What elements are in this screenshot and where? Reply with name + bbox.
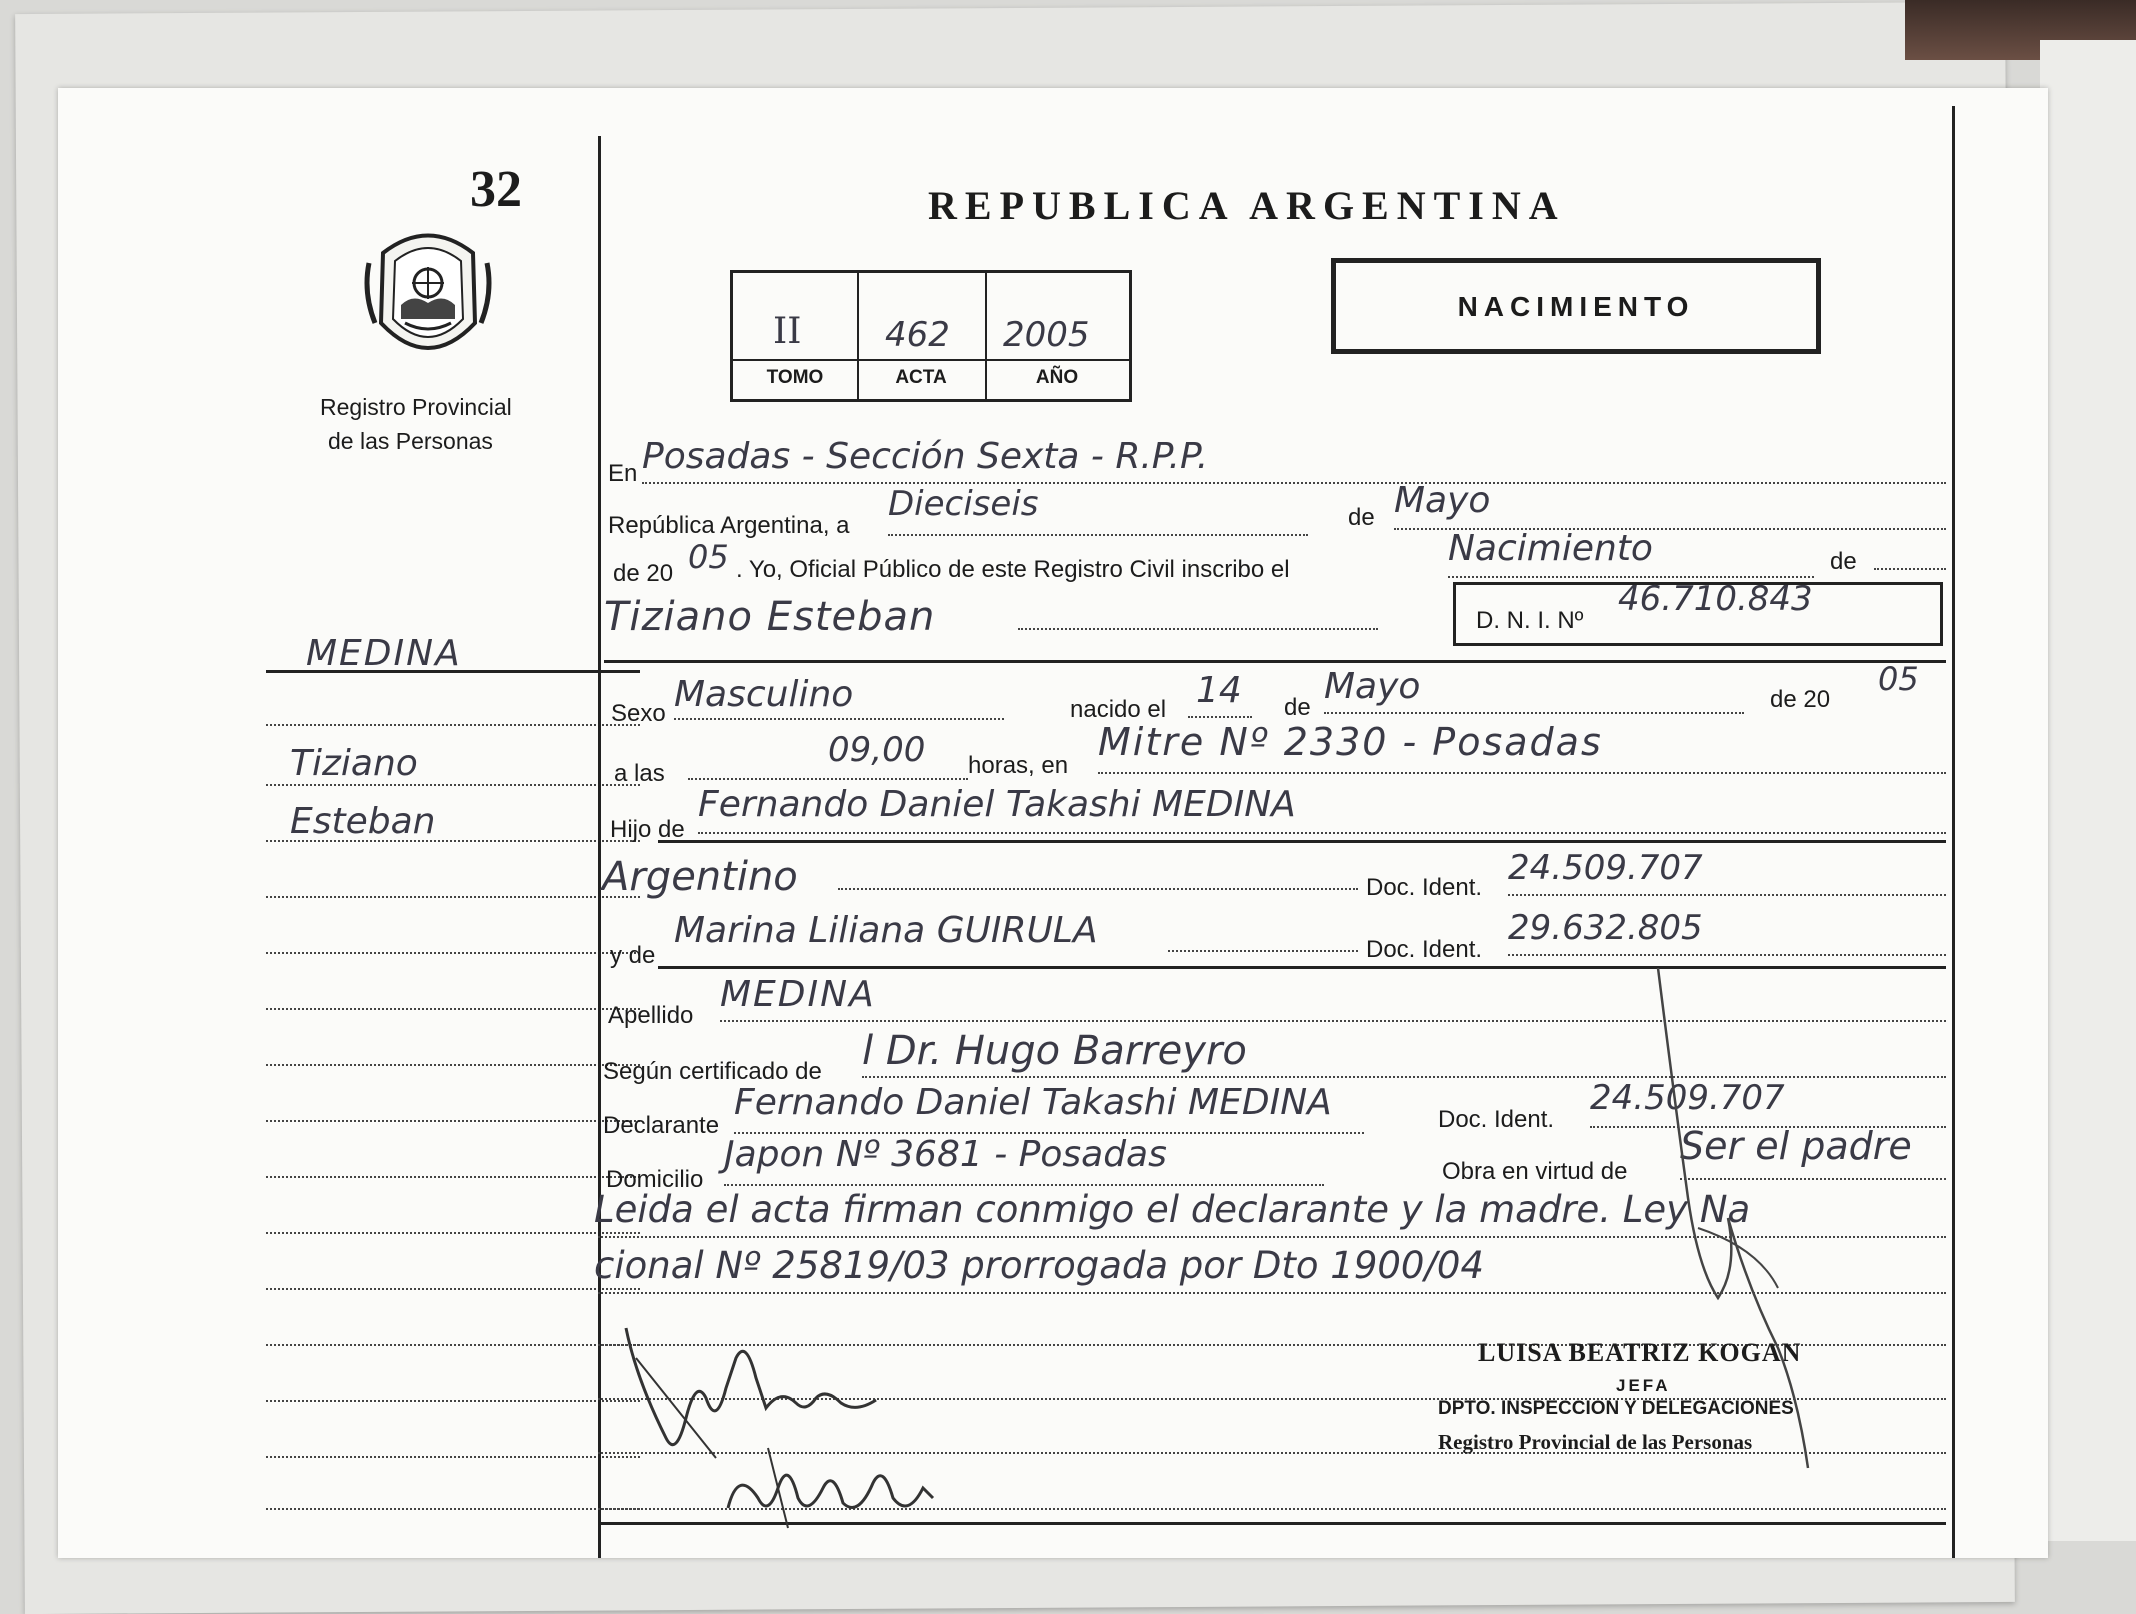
margin-line bbox=[266, 896, 640, 898]
stamp-department: DPTO. INSPECCION Y DELEGACIONES bbox=[1438, 1398, 1794, 1419]
stamp-name: LUISA BEATRIZ KOGAN bbox=[1478, 1338, 1802, 1367]
obra-value: Ser el padre bbox=[1680, 1124, 1912, 1168]
fill-line bbox=[1168, 950, 1358, 952]
fill-line bbox=[1188, 716, 1252, 718]
yde-label: y de bbox=[610, 942, 656, 969]
place-of-registry: Posadas - Sección Sexta - R.P.P. bbox=[642, 436, 1209, 477]
registry-name-line1: Registro Provincial bbox=[320, 394, 512, 420]
margin-given-name1: Tiziano bbox=[290, 743, 418, 784]
mother-doc: 29.632.805 bbox=[1508, 908, 1703, 948]
de20-label: de 20 bbox=[613, 560, 674, 587]
margin-line bbox=[266, 1008, 640, 1010]
stamp-title: JEFA bbox=[1616, 1376, 1671, 1395]
mother-signature bbox=[708, 1428, 1008, 1538]
apellido-value: MEDINA bbox=[720, 974, 876, 1015]
de20-label-2: de 20 bbox=[1770, 686, 1831, 713]
fill-line bbox=[888, 534, 1308, 536]
sexo-value: Masculino bbox=[674, 674, 854, 715]
fill-line bbox=[1874, 568, 1946, 570]
nacido-label: nacido el bbox=[1070, 696, 1167, 723]
country-title: REPUBLICA ARGENTINA bbox=[928, 183, 1566, 228]
fill-line bbox=[642, 482, 1946, 484]
tomo-value: II bbox=[773, 311, 802, 352]
de-label-2: de bbox=[1284, 694, 1311, 721]
notes-line2: cional Nº 25819/03 prorrogada por Dto 1900/04 bbox=[594, 1244, 1484, 1287]
sexo-label: Sexo bbox=[611, 700, 666, 727]
margin-given-name2: Esteban bbox=[290, 801, 436, 842]
acta-label: ACTA bbox=[895, 367, 947, 388]
horas-label: horas, en bbox=[968, 752, 1069, 779]
section-rule bbox=[658, 840, 1946, 843]
fill-line bbox=[674, 718, 1004, 720]
margin-line bbox=[266, 1508, 640, 1510]
republica-label: República Argentina, a bbox=[608, 512, 850, 539]
birth-month: Mayo bbox=[1324, 666, 1421, 707]
margin-line bbox=[266, 784, 640, 786]
child-name: Tiziano Esteban bbox=[604, 594, 936, 640]
margin-line bbox=[266, 1344, 640, 1346]
father-nationality: Argentino bbox=[602, 854, 798, 900]
day-value: Dieciseis bbox=[888, 484, 1039, 524]
official-signature bbox=[1578, 968, 1878, 1488]
birth-certificate-page bbox=[58, 88, 2048, 1558]
ano-value: 2005 bbox=[1003, 315, 1090, 355]
declarante-value: Fernando Daniel Takashi MEDINA bbox=[734, 1082, 1332, 1123]
de-end-label: de bbox=[1830, 548, 1857, 575]
declarante-doc: 24.509.707 bbox=[1590, 1078, 1785, 1118]
father-doc: 24.509.707 bbox=[1508, 848, 1703, 888]
fill-line bbox=[1508, 954, 1946, 956]
month-value: Mayo bbox=[1394, 480, 1491, 521]
registry-name-line2: de las Personas bbox=[328, 428, 493, 454]
en-label: En bbox=[608, 460, 638, 487]
tomo-label: TOMO bbox=[766, 367, 824, 388]
margin-line bbox=[266, 1288, 640, 1290]
fill-line bbox=[838, 888, 1358, 890]
certificate-value: l Dr. Hugo Barreyro bbox=[862, 1028, 1247, 1074]
tomo-acta-ano-table bbox=[730, 270, 1132, 402]
domicilio-value: Japon Nº 3681 - Posadas bbox=[724, 1134, 1167, 1175]
page-number: 32 bbox=[470, 161, 522, 218]
de-label: de bbox=[1348, 504, 1375, 531]
segun-label: Según certificado de bbox=[603, 1058, 822, 1085]
birth-year: 05 bbox=[1878, 660, 1919, 698]
record-type-box bbox=[1331, 258, 1821, 354]
fill-line bbox=[1508, 894, 1946, 896]
fill-line bbox=[698, 832, 1946, 834]
fill-line bbox=[1098, 772, 1946, 774]
hour-value: 09,00 bbox=[828, 730, 926, 770]
ano-label: AÑO bbox=[1035, 367, 1079, 388]
fill-line bbox=[1324, 712, 1744, 714]
margin-line bbox=[266, 724, 640, 726]
right-border bbox=[1952, 106, 1955, 1558]
margin-line bbox=[266, 1064, 640, 1066]
dni-value: 46.710.843 bbox=[1618, 579, 1813, 619]
stamp-organization: Registro Provincial de las Personas bbox=[1438, 1430, 1753, 1454]
obra-label: Obra en virtud de bbox=[1442, 1158, 1628, 1185]
doc-ident-label: Doc. Ident. bbox=[1366, 874, 1483, 901]
fill-line bbox=[1448, 576, 1814, 578]
doc-ident-label-2: Doc. Ident. bbox=[1366, 936, 1483, 963]
margin-line bbox=[266, 1456, 640, 1458]
fill-line bbox=[688, 778, 968, 780]
father-name: Fernando Daniel Takashi MEDINA bbox=[698, 784, 1296, 825]
notes-line1: Leida el acta firman conmigo el declarante y la madre. Ley Na bbox=[594, 1188, 1751, 1231]
mother-name: Marina Liliana GUIRULA bbox=[674, 910, 1098, 951]
adjacent-sheet bbox=[2040, 40, 2136, 1541]
margin-line bbox=[266, 1400, 640, 1402]
margin-surname: MEDINA bbox=[306, 633, 462, 674]
year-value: 05 bbox=[688, 538, 729, 576]
acta-value: 462 bbox=[885, 315, 950, 355]
act-value: Nacimiento bbox=[1448, 528, 1653, 569]
margin-line bbox=[266, 840, 640, 842]
dni-label: D. N. I. Nº bbox=[1476, 607, 1584, 634]
alas-label: a las bbox=[614, 760, 665, 787]
margin-surname-line bbox=[266, 670, 640, 673]
section-rule bbox=[604, 660, 1946, 663]
declarante-label: Declarante bbox=[603, 1112, 720, 1139]
dni-box bbox=[1453, 579, 1943, 646]
domicilio-label: Domicilio bbox=[606, 1166, 704, 1193]
birth-day: 14 bbox=[1196, 670, 1242, 711]
margin-line bbox=[266, 1232, 640, 1234]
birth-place: Mitre Nº 2330 - Posadas bbox=[1098, 720, 1603, 764]
doc-ident-label-3: Doc. Ident. bbox=[1438, 1106, 1555, 1133]
provincia-misiones-seal-icon bbox=[363, 223, 493, 368]
apellido-label: Apellido bbox=[608, 1002, 694, 1029]
margin-line bbox=[266, 1176, 640, 1178]
hijo-label: Hijo de bbox=[610, 816, 685, 843]
margin-line bbox=[266, 1120, 640, 1122]
fill-line bbox=[724, 1184, 1324, 1186]
fill-line bbox=[1018, 628, 1378, 630]
record-type: NACIMIENTO bbox=[1457, 291, 1695, 322]
yo-text: . Yo, Oficial Público de este Registro Civil inscribo el bbox=[736, 556, 1290, 583]
margin-line bbox=[266, 952, 640, 954]
